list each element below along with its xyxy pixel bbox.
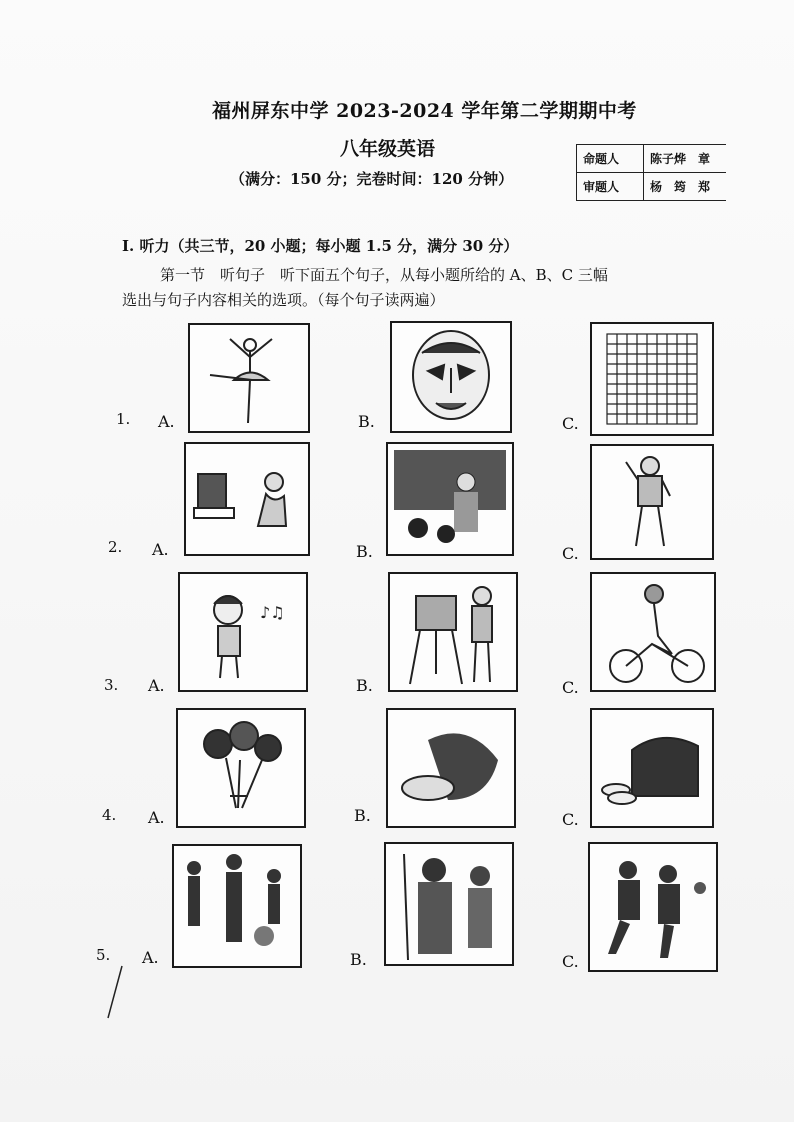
flower-bouquet-picture [176, 708, 306, 828]
option-letter: C. [562, 544, 579, 563]
watching-tv-picture [184, 442, 310, 556]
opera-mask-picture [390, 321, 512, 433]
option-letter: B. [356, 676, 373, 695]
girl-singing-picture [178, 572, 308, 692]
question-number: 3. [104, 676, 119, 694]
bread-loaf-picture [590, 708, 714, 828]
classroom-teacher-picture [386, 442, 514, 556]
part-instruction-line1: 第一节 听句子 听下面五个句子，从每小题所给的 A、B、C 三幅 [160, 266, 608, 284]
corn-picture [386, 708, 516, 828]
part-instruction-line2: 选出与句子内容相关的选项。（每个句子读两遍） [122, 291, 445, 309]
option-letter: C. [562, 678, 579, 697]
staff-key: 审题人 [577, 173, 644, 201]
rock-band-picture [172, 844, 302, 968]
ballet-dancer-picture [188, 323, 310, 433]
staff-row [577, 145, 727, 173]
question-number: 2. [108, 538, 123, 556]
basketball-players-picture [588, 842, 718, 972]
option-letter: B. [354, 806, 371, 825]
exam-subject: 八年级英语 [340, 138, 436, 160]
option-letter: A. [158, 412, 175, 431]
staff-value: 陈子烨 章 [644, 145, 727, 173]
pencil-mark-icon [100, 962, 130, 1022]
option-letter: C. [562, 810, 579, 829]
boy-exercising-picture [590, 444, 714, 560]
exam-title: 福州屏东中学 2023-2024 学年第二学期期中考 [212, 100, 637, 122]
staff-table [576, 144, 726, 201]
exam-meta: （满分：150 分；完卷时间：120 分钟） [230, 170, 514, 188]
staff-row [577, 173, 727, 201]
option-letter: A. [142, 948, 159, 967]
staff-key: 命题人 [577, 145, 644, 173]
opera-warriors-picture [384, 842, 514, 966]
option-letter: B. [350, 950, 367, 969]
option-letter: C. [562, 952, 579, 971]
riding-bicycle-picture [590, 572, 716, 692]
option-letter: B. [358, 412, 375, 431]
option-letter: A. [148, 676, 165, 695]
section-heading: I. 听力（共三节，20 小题；每小题 1.5 分，满分 30 分） [122, 237, 519, 255]
question-number: 1. [116, 410, 131, 428]
svg-text:♪♫: ♪♫ [260, 603, 285, 622]
question-number: 4. [102, 806, 117, 824]
painting-easel-picture [388, 572, 518, 692]
chinese-chess-board-picture [590, 322, 714, 436]
option-letter: A. [148, 808, 165, 827]
option-letter: B. [356, 542, 373, 561]
question-number: 5. [96, 946, 111, 964]
option-letter: C. [562, 414, 579, 433]
staff-value: 杨 筠 郑 [644, 173, 727, 201]
option-letter: A. [152, 540, 169, 559]
